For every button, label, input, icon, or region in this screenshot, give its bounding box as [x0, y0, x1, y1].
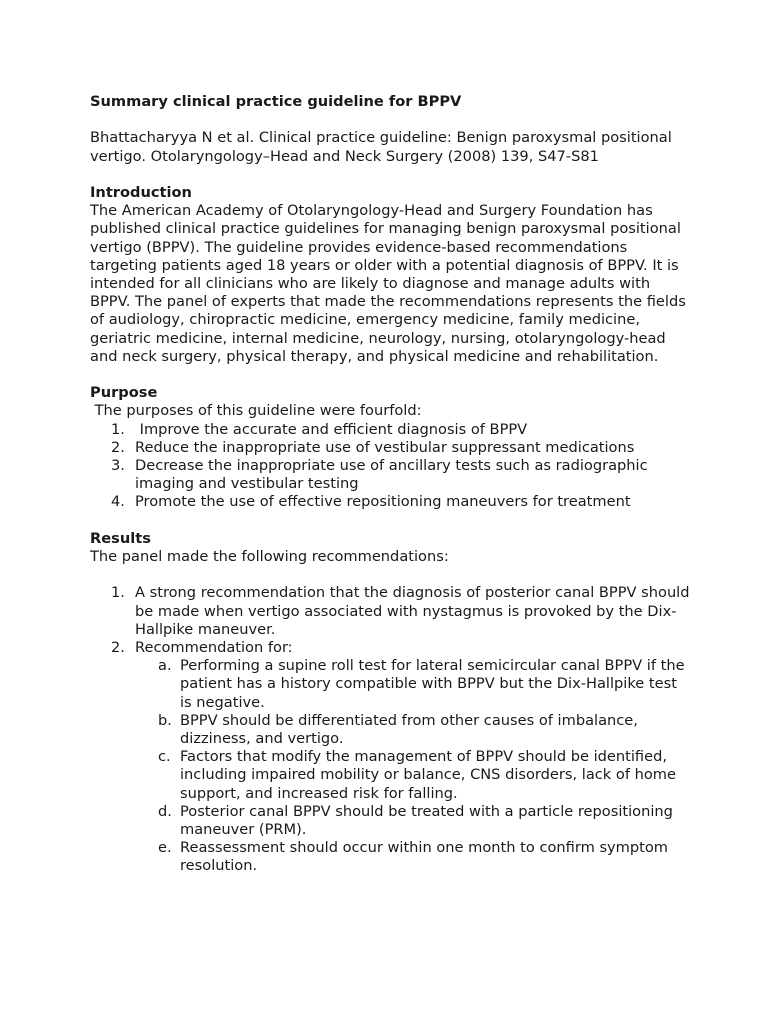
recommendation-subitem	[90, 657, 690, 712]
list-marker: e.	[158, 839, 172, 857]
recommendation-subitem	[90, 712, 690, 748]
recommendation-subitem-text: Posterior canal BPPV should be treated with a particle repositioning maneuver (PRM).	[180, 802, 673, 839]
list-marker: a.	[158, 657, 172, 675]
recommendation-subitem	[90, 839, 690, 875]
recommendation-subitem	[90, 803, 690, 839]
purpose-item-text: Improve the accurate and efficient diagnosis of BPPV	[135, 420, 528, 438]
purpose-item-text: Decrease the inappropriate use of ancillary tests such as radiographic imaging and vestibular testing	[135, 457, 648, 493]
recommendation-subitem-text: BPPV should be differentiated from other causes of imbalance, dizziness, and vertigo.	[180, 711, 638, 748]
list-marker: d.	[158, 802, 172, 820]
citation: Bhattacharyya N et al. Clinical practice guideline: Benign paroxysmal positional vertigo. Otolaryngology–Head and Neck Surgery (2008) 139, S47-S81	[90, 129, 672, 165]
list-marker: 3.	[111, 457, 125, 475]
list-marker: 2.	[111, 438, 125, 456]
results-list	[90, 584, 690, 657]
recommendation-subitem-text: Factors that modify the management of BPPV should be identified, including impaired mobility or balance, CNS disorders, lack of home support, and increased risk for falling.	[180, 748, 676, 802]
document-page	[90, 93, 690, 876]
document-title: Summary clinical practice guideline for BPPV	[90, 93, 462, 110]
results-item-text: A strong recommendation that the diagnosis of posterior canal BPPV should be made when vertigo associated with nystagmus is provoked by the Dix-Hallpike maneuver.	[135, 584, 690, 638]
recommendation-subitem-text: Performing a supine roll test for lateral semicircular canal BPPV if the patient has a history compatible with BPPV but the Dix-Hallpike test is negative.	[180, 657, 685, 711]
results-item	[90, 584, 690, 639]
list-marker: 4.	[111, 493, 125, 511]
list-marker: b.	[158, 711, 172, 729]
list-marker: c.	[158, 748, 171, 766]
list-marker: 2.	[111, 639, 125, 657]
results-intro: The panel made the following recommendations:	[90, 548, 449, 566]
purpose-item	[90, 421, 690, 439]
introduction-heading: Introduction	[90, 183, 192, 201]
purpose-item-text: Reduce the inappropriate use of vestibular suppressant medications	[135, 438, 635, 456]
list-marker: 1.	[111, 584, 125, 602]
purpose-heading: Purpose	[90, 384, 158, 402]
purpose-list	[90, 421, 690, 512]
list-marker: 1.	[111, 420, 125, 438]
recommendation-subitem	[90, 748, 690, 803]
recommendation-sublist	[90, 657, 690, 875]
purpose-item	[90, 493, 690, 511]
results-heading: Results	[90, 529, 151, 547]
purpose-intro: The purposes of this guideline were fourfold:	[90, 402, 422, 420]
purpose-item	[90, 439, 690, 457]
results-item	[90, 639, 690, 657]
results-item-text: Recommendation for:	[135, 639, 293, 657]
recommendation-subitem-text: Reassessment should occur within one month to confirm symptom resolution.	[180, 839, 669, 875]
purpose-item	[90, 457, 690, 493]
purpose-item-text: Promote the use of effective repositioning maneuvers for treatment	[135, 493, 631, 511]
introduction-body: The American Academy of Otolaryngology-Head and Surgery Foundation has published clinical practice guidelines for managing benign paroxysmal positional vertigo (BPPV). The guideline provides evidence-based recommendations targeting patients aged 18 years or older with a potential diagnosis of BPPV. It is intended for all clinicians who are likely to diagnose and manage adults with BPPV. The panel of experts that made the recommendations represents the fields of audiology, chiropractic medicine, emergency medicine, family medicine, geriatric medicine, internal medicine, neurology, nursing, otolaryngology-head and neck surgery, physical therapy, and physical medicine and rehabilitation.	[90, 202, 686, 365]
